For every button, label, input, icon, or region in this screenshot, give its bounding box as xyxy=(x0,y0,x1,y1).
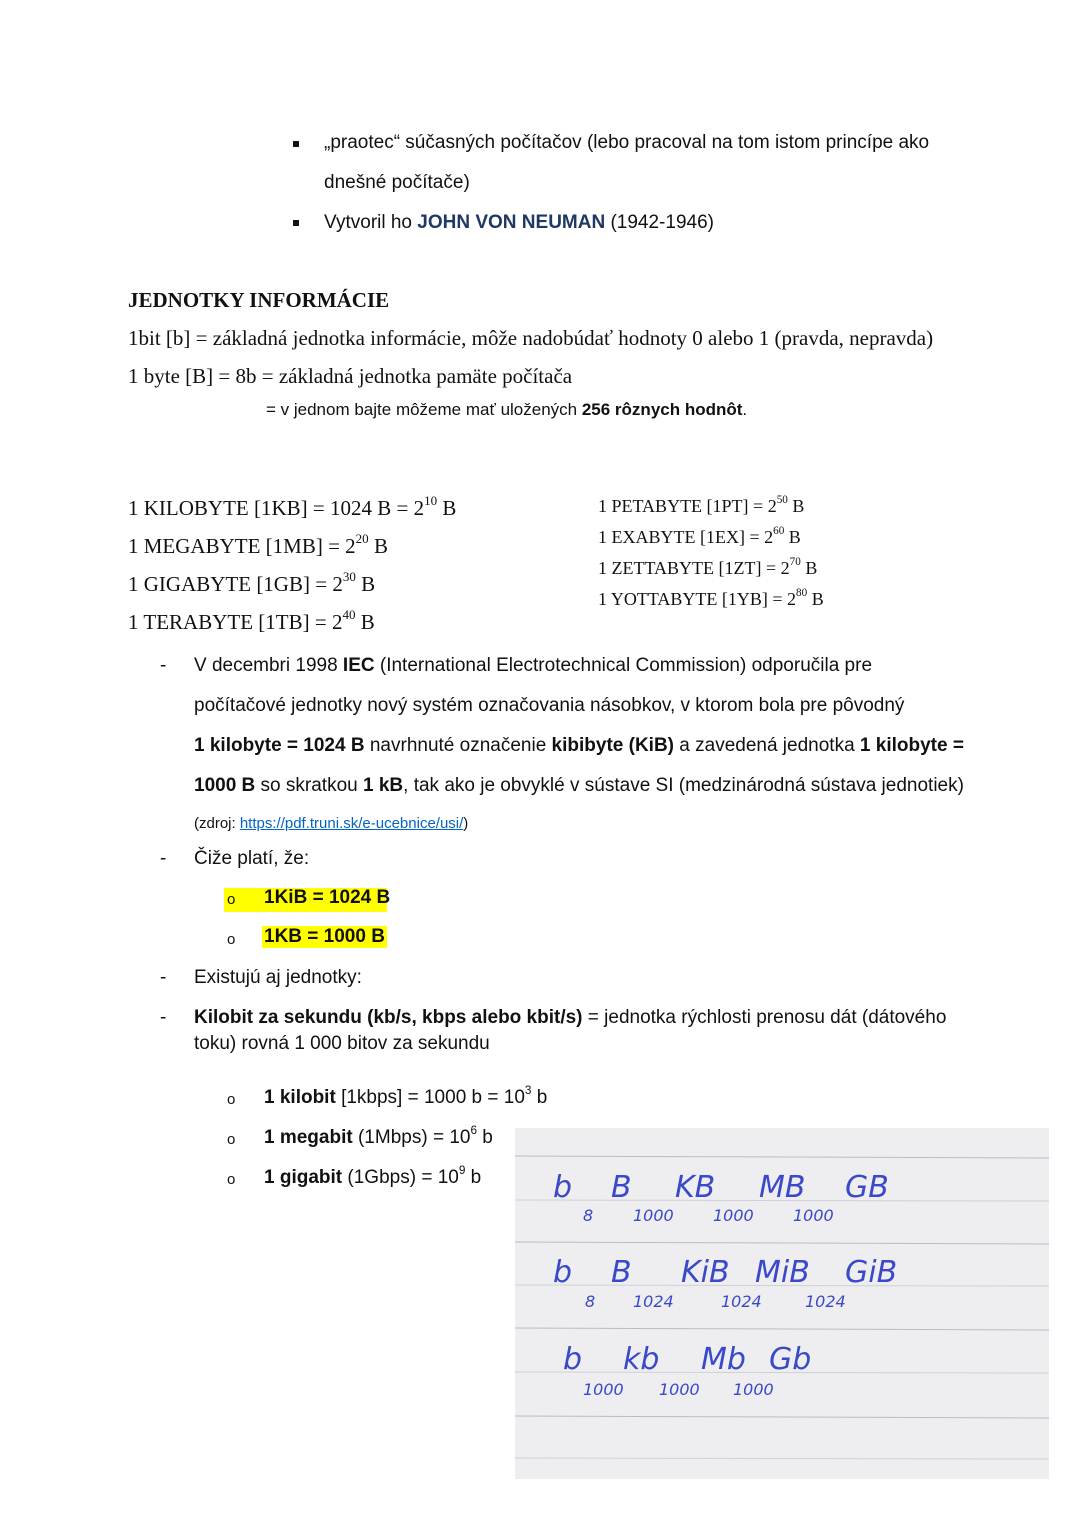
square-bullet-icon xyxy=(293,141,299,147)
unit-label: 1 KILOBYTE [1KB] = 1024 B = 2 xyxy=(128,496,425,520)
bit-unit-value: [1kbps] = 1000 b = 10 xyxy=(335,1087,525,1108)
hand-unit-row1: MB xyxy=(759,1170,806,1205)
hand-unit-row3: Gb xyxy=(769,1342,812,1377)
iec-line4: 1000 B so skratkou 1 kB, tak ako je obvyklé v sústave SI (medzinárodná sústava jednotiek) xyxy=(194,775,964,796)
byte-note: = v jednom bajte môžeme mať uložených 256 rôznych hodnôt. xyxy=(266,400,748,419)
hand-unit-row2: GiB xyxy=(845,1255,898,1290)
byte-definition: 1 byte [B] = 8b = základná jednotka pamäte počítača xyxy=(128,364,573,388)
unit-label: 1 ZETTABYTE [1ZT] = 2 xyxy=(598,558,790,578)
hand-factor-row3: 1000 xyxy=(733,1380,774,1399)
bit-unit-exponent: 6 xyxy=(470,1123,477,1137)
kb-equation: 1KB = 1000 B xyxy=(264,926,385,947)
hand-factor-row3: 1000 xyxy=(659,1380,700,1399)
unit-tail: B xyxy=(807,589,824,609)
hand-factor-row2: 1024 xyxy=(805,1292,846,1311)
unit-tail: B xyxy=(368,534,388,558)
hand-factor-row3: 1000 xyxy=(583,1380,624,1399)
hand-unit-row2: MiB xyxy=(755,1255,810,1290)
circle-bullet-icon: o xyxy=(227,1091,236,1108)
bullet-praotec-line1: „praotec“ súčasných počítačov (lebo pracoval na tom istom princípe ako xyxy=(324,132,930,153)
bit-unit-item xyxy=(264,1123,493,1149)
handwritten-notes-photo xyxy=(515,1128,1049,1479)
bit-unit-value: (1Gbps) = 10 xyxy=(342,1167,459,1188)
iec-line2: počítačové jednotky nový systém označovania násobkov, v ktorom bola pre pôvodný xyxy=(194,695,905,716)
unit-tail: B xyxy=(784,527,801,547)
hand-factor-row2: 8 xyxy=(585,1292,596,1311)
circle-bullet-icon: o xyxy=(227,1131,236,1148)
cize-text: Čiže platí, že: xyxy=(194,848,310,869)
unit-exponent: 30 xyxy=(342,569,356,585)
hand-factor-row1: 8 xyxy=(583,1206,594,1225)
bit-unit-item xyxy=(264,1083,548,1109)
dash-bullet-icon: - xyxy=(160,848,167,869)
hand-factor-row1: 1000 xyxy=(713,1206,754,1225)
unit-left-row xyxy=(128,607,375,635)
section-heading: JEDNOTKY INFORMÁCIE xyxy=(128,288,390,312)
hand-unit-row3: Mb xyxy=(701,1342,746,1377)
unit-label: 1 MEGABYTE [1MB] = 2 xyxy=(128,534,356,558)
unit-tail: B xyxy=(437,496,457,520)
unit-left-row xyxy=(128,531,388,559)
unit-tail: B xyxy=(355,610,375,634)
dash-bullet-icon: - xyxy=(160,655,167,676)
unit-exponent: 70 xyxy=(789,556,801,569)
kib-equation: 1KiB = 1024 B xyxy=(264,887,391,908)
square-bullet-icon xyxy=(293,220,299,226)
source-citation: (zdroj: https://pdf.truni.sk/e-ucebnice/usi/) xyxy=(194,815,469,832)
unit-tail: B xyxy=(800,558,818,578)
hand-unit-row2: b xyxy=(553,1255,573,1290)
hand-unit-row1: b xyxy=(553,1170,573,1205)
source-link[interactable]: https://pdf.truni.sk/e-ucebnice/usi/ xyxy=(239,815,464,832)
circle-bullet-icon: o xyxy=(227,891,236,908)
unit-exponent: 40 xyxy=(342,607,356,623)
hand-factor-row2: 1024 xyxy=(633,1292,674,1311)
hand-factor-row1: 1000 xyxy=(793,1206,834,1225)
hand-unit-row3: kb xyxy=(623,1342,660,1377)
bit-unit-value: (1Mbps) = 10 xyxy=(352,1127,471,1148)
bullet-vytvoril: Vytvoril ho JOHN VON NEUMAN (1942-1946) xyxy=(324,212,714,233)
unit-left-row xyxy=(128,493,457,521)
hand-unit-row3: b xyxy=(563,1342,583,1377)
bit-definition: 1bit [b] = základná jednotka informácie, môže nadobúdať hodnoty 0 alebo 1 (pravda, nepravda) xyxy=(128,326,934,350)
unit-right-row xyxy=(598,558,817,579)
unit-exponent: 20 xyxy=(355,531,369,547)
iec-line3: 1 kilobyte = 1024 B navrhnuté označenie kibibyte (KiB) a zavedená jednotka 1 kilobyte = xyxy=(194,735,964,756)
hand-unit-row1: GB xyxy=(845,1170,889,1205)
unit-label: 1 PETABYTE [1PT] = 2 xyxy=(598,496,777,516)
unit-exponent: 80 xyxy=(796,587,808,600)
bit-unit-name: 1 kilobit xyxy=(264,1087,336,1108)
bit-unit-name: 1 megabit xyxy=(264,1127,353,1148)
unit-label: 1 TERABYTE [1TB] = 2 xyxy=(128,610,343,634)
hand-unit-row2: B xyxy=(611,1255,632,1290)
unit-tail: B xyxy=(355,572,376,596)
hand-unit-row1: B xyxy=(611,1170,632,1205)
unit-right-row xyxy=(598,496,804,517)
unit-exponent: 10 xyxy=(424,493,438,509)
unit-exponent: 50 xyxy=(776,494,788,507)
iec-line1: V decembri 1998 IEC (International Electrotechnical Commission) odporučila pre xyxy=(194,655,873,676)
bit-unit-tail: b xyxy=(531,1087,548,1108)
hand-unit-row1: KB xyxy=(675,1170,716,1205)
unit-label: 1 EXABYTE [1EX] = 2 xyxy=(598,527,774,547)
unit-left-row xyxy=(128,569,376,597)
kilobit-line1: Kilobit za sekundu (kb/s, kbps alebo kbit/s) = jednotka rýchlosti prenosu dát (dátového xyxy=(194,1007,947,1028)
von-neuman-name: JOHN VON NEUMAN xyxy=(417,212,606,233)
kilobit-line2: toku) rovná 1 000 bitov za sekundu xyxy=(194,1033,490,1054)
existuju-text: Existujú aj jednotky: xyxy=(194,967,362,988)
hand-factor-row2: 1024 xyxy=(721,1292,762,1311)
dash-bullet-icon: - xyxy=(160,1007,167,1028)
unit-right-row xyxy=(598,589,824,610)
dash-bullet-icon: - xyxy=(160,967,167,988)
bit-unit-tail: b xyxy=(477,1127,493,1148)
bullet-praotec-line2: dnešné počítače) xyxy=(324,172,470,193)
hand-factor-row1: 1000 xyxy=(633,1206,674,1225)
unit-tail: B xyxy=(787,496,805,516)
hand-unit-row2: KiB xyxy=(681,1255,730,1290)
bit-unit-exponent: 3 xyxy=(524,1083,532,1097)
bit-unit-exponent: 9 xyxy=(458,1163,466,1177)
circle-bullet-icon: o xyxy=(227,931,236,948)
bit-unit-tail: b xyxy=(465,1167,482,1188)
bit-unit-name: 1 gigabit xyxy=(264,1167,343,1188)
bit-unit-item xyxy=(264,1163,482,1189)
unit-label: 1 YOTTABYTE [1YB] = 2 xyxy=(598,589,797,609)
unit-exponent: 60 xyxy=(773,525,785,538)
unit-right-row xyxy=(598,527,801,548)
unit-label: 1 GIGABYTE [1GB] = 2 xyxy=(128,572,343,596)
circle-bullet-icon: o xyxy=(227,1171,236,1188)
